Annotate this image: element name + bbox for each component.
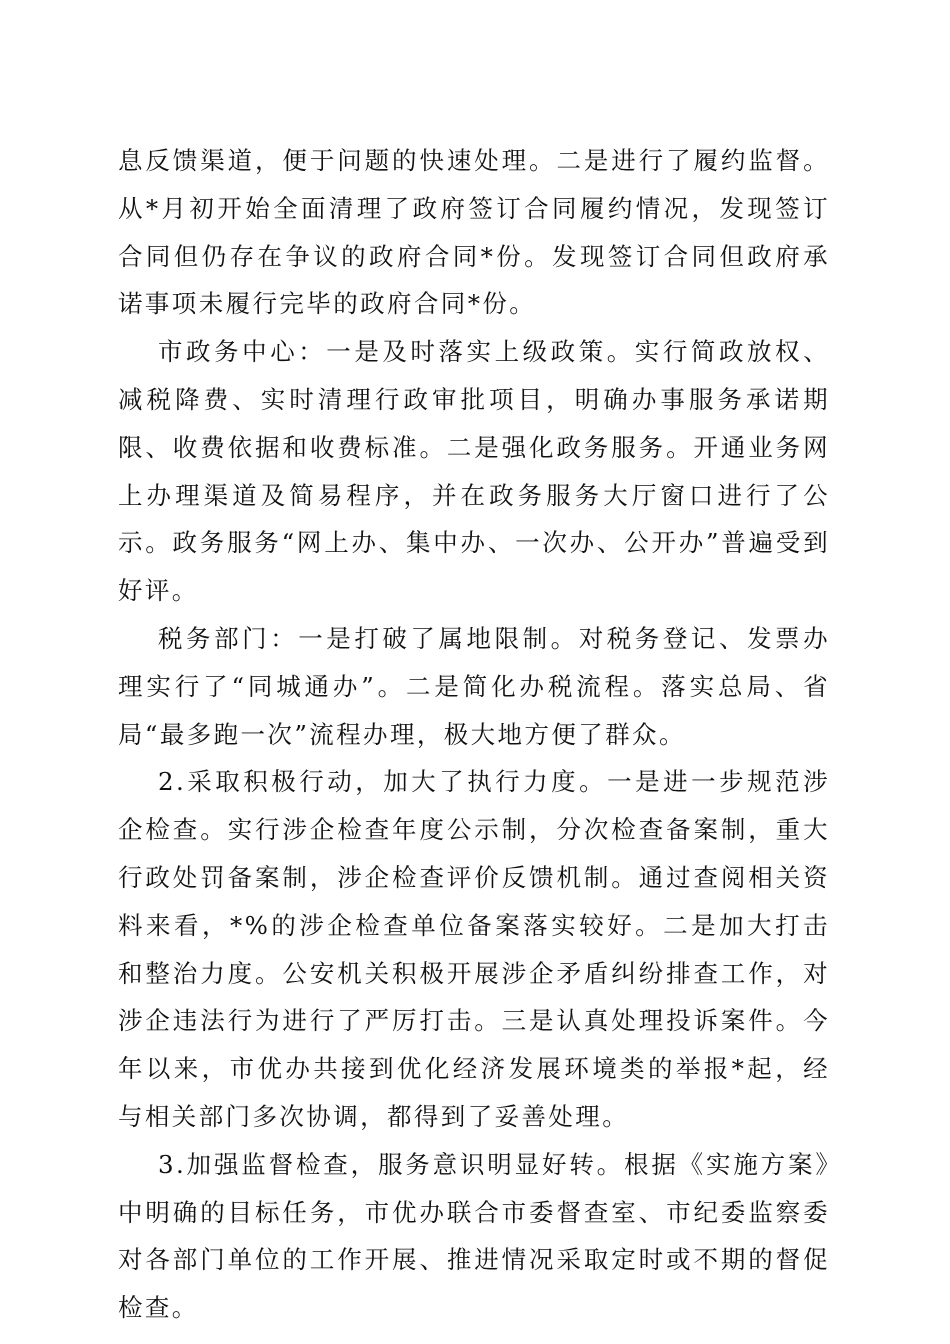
- paragraph-section-3: 3.加强监督检查，服务意识明显好转。根据《实施方案》中明确的目标任务，市优办联合市委督查室、市纪委监察委对各部门单位的工作开展、推进情况采取定时或不期的督促检查。: [118, 1149, 830, 1323]
- document-body: [118, 137, 830, 1332]
- paragraph-tax-department: 税务部门：一是打破了属地限制。对税务登记、发票办理实行了“同城通办”。二是简化办税流程。落实总局、省局“最多跑一次”流程办理，极大地方便了群众。: [118, 623, 830, 749]
- paragraph-continuation: 息反馈渠道，便于问题的快速处理。二是进行了履约监督。从*月初开始全面清理了政府签订合同履约情况，发现签订合同但仍存在争议的政府合同*份。发现签订合同但政府承诺事项未履行完毕的政府合同*份。: [118, 146, 830, 319]
- paragraph-section-2: 2.采取积极行动，加大了执行力度。一是进一步规范涉企检查。实行涉企检查年度公示制，分次检查备案制，重大行政处罚备案制，涉企检查评价反馈机制。通过查阅相关资料来看，*%的涉企检查单位备案落实较好。二是加大打击和整治力度。公安机关积极开展涉企矛盾纠纷排查工作，对涉企违法行为进行了严厉打击。三是认真处理投诉案件。今年以来，市优办共接到优化经济发展环境类的举报*起，经与相关部门多次协调，都得到了妥善处理。: [118, 767, 830, 1131]
- paragraph-government-service-center: 市政务中心：一是及时落实上级政策。实行简政放权、减税降费、实时清理行政审批项目，明确办事服务承诺期限、收费依据和收费标准。二是强化政务服务。开通业务网上办理渠道及简易程序，并在政务服务大厅窗口进行了公示。政务服务“网上办、集中办、一次办、公开办”普遍受到好评。: [118, 337, 830, 606]
